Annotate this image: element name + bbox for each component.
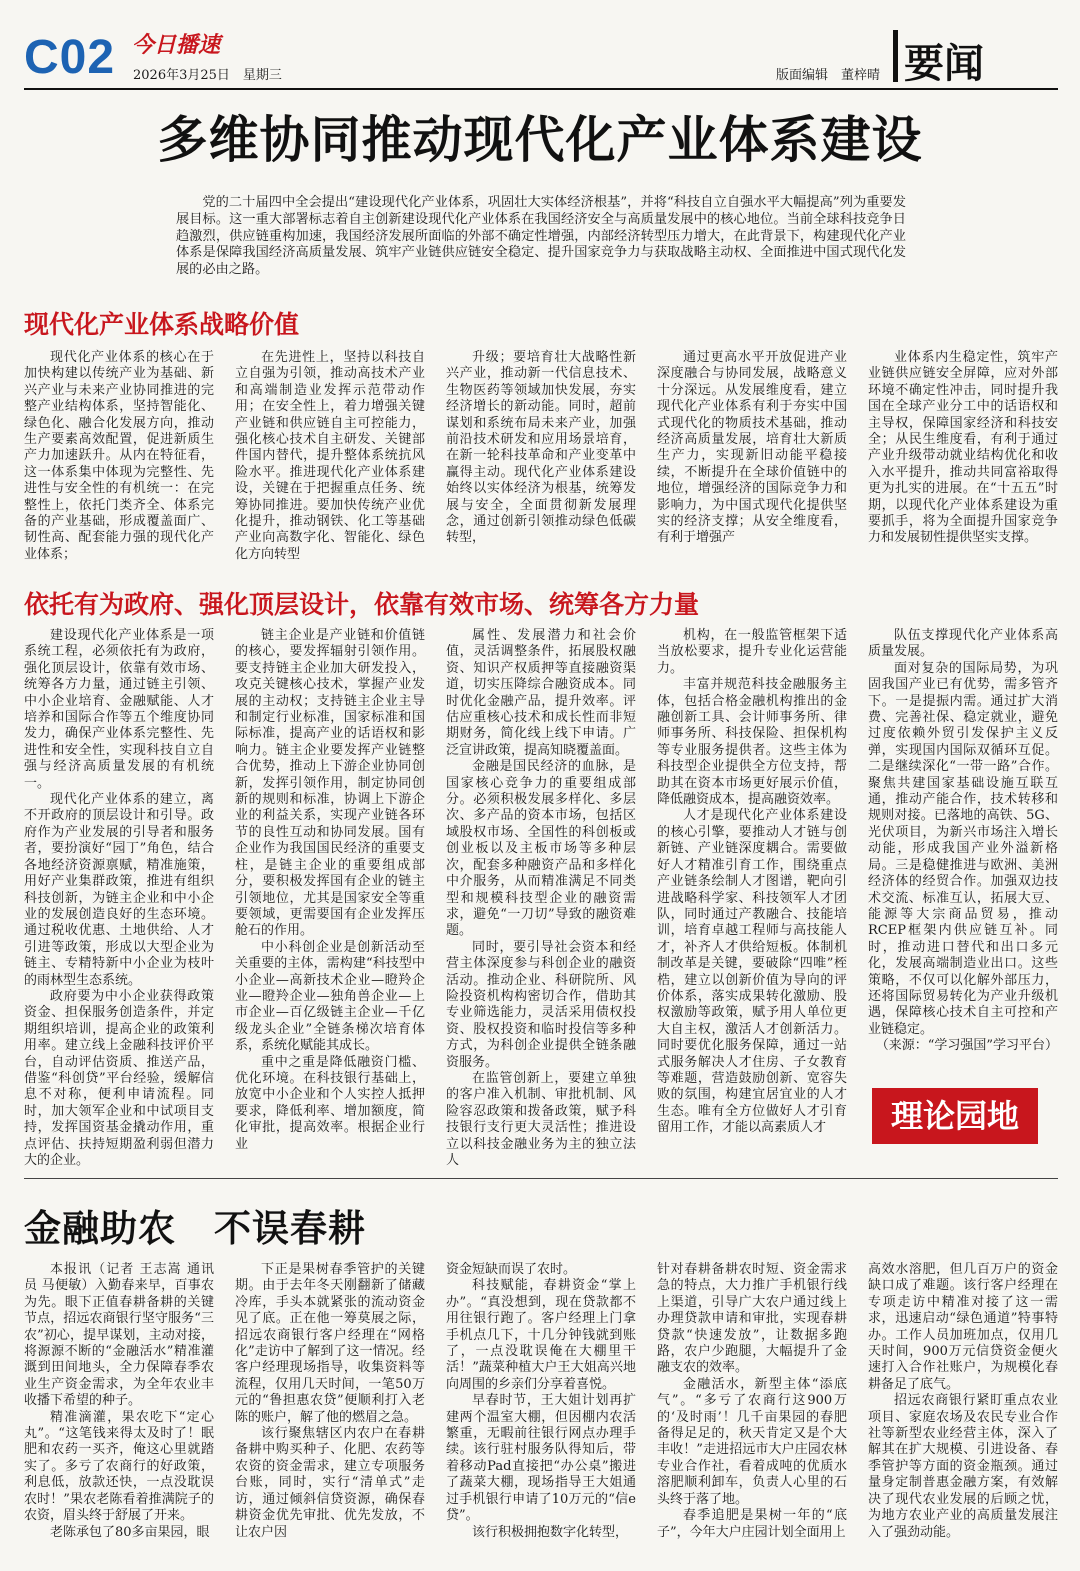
paragraph: 中小科创企业是创新活动至关重要的主体，需构建“科技型中小企业—高新技术企业—瞪羚企业—瞪羚企业—独角兽企业—上市企业—百亿级链主企业—千亿级龙头企业”全链条梯次培育体系，系统化赋能其成长。 [235, 939, 425, 1054]
paragraph: 金融是国民经济的血脉，是国家核心竞争力的重要组成部分。必须积极发展多样化、多层次、多产品的资本市场，包括区域股权市场、全国性的科创板或创业板以及主板市场等多种层次，配套多种融资产品和多样化中介服务，从而精准满足不同类型和规模科技型企业的融资需求，避免“一刀切”导致的融资难题。 [446, 759, 636, 939]
section1-column [868, 350, 1058, 555]
page-editor: 版面编辑 董梓晴 [776, 68, 881, 83]
section2-column [235, 628, 425, 1152]
paragraph: 现代化产业体系的核心在于加快构建以传统产业为基础、新兴产业与未来产业协同推进的完整产业结构体系，坚持智能化、绿色化、融合化发展方向，推动生产要素高效配置，促进新质生产力加速跃升。从内在特征看，这一体系集中体现为完整性、先进性与安全性的有机统一：在完整性上，依托门类齐全、体系完备的产业基础，形成覆盖面广、韧性高、配套能力强的现代化产业体系； [24, 350, 214, 562]
paper-logo: 今日播速 [132, 32, 221, 58]
article-source: （来源：“学习强国”学习平台） [875, 1038, 1058, 1054]
paragraph: 重中之重是降低融资门槛、优化环境。在科技银行基础上，放宽中小企业和个人实控人抵押要求，降低利率、增加额度，简化审批，提高效率。根据企业行业 [235, 1054, 425, 1152]
paragraph: 升级；要培育壮大战略性新兴产业，推动新一代信息技术、生物医药等领域加快发展，夯实经济增长的新动能。同时，超前谋划和系统布局未来产业，加强前沿技术研发和应用场景培育，在新一轮科技革命和产业变革中赢得主动。现代化产业体系建设始终以实体经济为根基，统筹发展与安全，全面贯彻新发展理念，通过创新引领推动绿色低碳转型， [446, 350, 636, 546]
header-rule [24, 88, 1058, 90]
paragraph: 下正是果树春季管护的关键期。由于去年冬天刚翻新了储藏冷库，手头本就紧张的流动资金见了底。正在他一筹莫展之际，招远农商银行客户经理在“网格化”走访中了解到了这一情况。经客户经理现场指导，收集资料等流程，仅用几天时间，一笔50万元的“鲁担惠农贷”便顺利打入老陈的账户，解了他的燃眉之急。 [235, 1262, 425, 1425]
paragraph: 属性、发展潜力和社会价值，灵活调整条件，拓展股权融资、知识产权质押等直接融资渠道，切实压降综合融资成本。同时优化金融产品，提升效率。评估应重核心技术和成长性而非短期财务，简化线上线下申请。广泛宣讲政策，提高知晓覆盖面。 [446, 628, 636, 758]
paragraph: 机构，在一般监管框架下适当放松要求，提升专业化运营能力。 [657, 628, 847, 676]
section2-column [868, 628, 1058, 1054]
paragraph: 老陈承包了80多亩果园，眼 [50, 1524, 210, 1540]
paragraph: 业体系内生稳定性，筑牢产业链供应链安全屏障，应对外部环境不确定性冲击，同时提升我国在全球产业分工中的话语权和主导权，保障国家经济和科技安全；从民生维度看，有利于通过产业升级带动就业结构优化和收入水平提升，推动共同富裕取得更为扎实的进展。在“十五五”时期，以现代化产业体系建设为重要抓手，将为全面提升国家竞争力和发展韧性提供坚实支撑。 [868, 350, 1058, 546]
section1-column [24, 350, 214, 562]
paragraph: 精准滴灌，果农吃下“定心丸”。“这笔钱来得太及时了！眠肥和农药一买齐，俺这心里就踏实了。多亏了农商行的好政策，利息低，放款还快，一点没耽误农时！”果农老陈看着推满院子的农资，眉头终于舒展了开来。 [24, 1409, 214, 1524]
paragraph: 招远农商银行紧盯重点农业项目、家庭农场及农民专业合作社等新型农业经营主体，深入了解其在扩大规模、引进设备、春季管护等方面的资金瓶颈。通过量身定制普惠金融方案，有效解决了现代农业发展的后顾之忧，为地方农业产业的高质量发展注入了强劲动能。 [868, 1393, 1058, 1540]
paragraph: 同时，要引导社会资本和经营主体深度参与科创企业的融资活动。推动企业、科研院所、风险投资机构构密切合作，借助其专业筛选能力，灵活采用债权投资、股权投资和临时投信等多种方式，为科创企业提供全链条融资服务。 [446, 939, 636, 1070]
paragraph: 该行聚焦辖区内农户在春耕备耕中购买种子、化肥、农药等农资的资金需求，建立专项服务台账，同时，实行“清单式”走访，通过倾斜信贷资源，确保春耕资金优先审批、优先发放，不让农户因 [235, 1426, 425, 1540]
paragraph: 春季追肥是果树一年的“底子”，今年大户庄园计划全面用上 [657, 1508, 847, 1540]
paragraph: 队伍支撑现代化产业体系高质量发展。 [868, 628, 1058, 660]
section2-column [446, 628, 636, 1168]
section2-column [657, 628, 847, 1148]
article-divider [24, 1178, 1058, 1179]
section2-column [24, 628, 214, 1168]
subheading-government-market: 依托有为政府、强化顶层设计，依靠有效市场、统筹各方力量 [24, 590, 700, 619]
section-title: 要闻 [904, 41, 984, 87]
paragraph: 针对春耕备耕农时短、资金需求急的特点，大力推广手机银行线上渠道，引导广大农户通过线上办理贷款申请和审批，实现春耕贷款“快速发放”，让数据多跑路，农户少跑腿，大幅提升了金融支农的效率。 [657, 1262, 847, 1376]
masthead [0, 0, 1080, 92]
section-divider [893, 30, 898, 82]
section2-columns [24, 628, 1058, 1168]
article2-column [24, 1262, 214, 1562]
paragraph: 早春时节，王大姐计划再扩建两个温室大棚，但因棚内农活繁重，无暇前往银行网点办理手续。该行驻村服务队得知后，带着移动Pad直接把“办公桌”搬进了蔬菜大棚，现场指导王大姐通过手机银行申请了10万元的“信e贷”。 [446, 1393, 636, 1524]
paragraph: 高效水溶肥，但几百万户的资金缺口成了难题。该行客户经理在专项走访中精准对接了这一需求，迅速启动“绿色通道”特事特办。工作人员加班加点，仅用几天时间，900万元信贷资金便火速打入合作社账户，为规模化春耕备足了底气。 [868, 1262, 1058, 1392]
section1-columns [24, 350, 1058, 562]
paragraph: 现代化产业体系的建立，离不开政府的顶层设计和引导。政府作为产业发展的引导者和服务者，要扮演好“园丁”角色，结合各地经济资源禀赋，精准施策，用好产业集群政策，推进有组织科技创新，为链主企业和中小企业的发展创造良好的生态环境。通过税收优惠、土地供给、人才引进等政策，形成以大型企业为链主、专精特新中小企业为枝叶的雨林型生态系统。 [24, 792, 214, 988]
section1-column [235, 350, 425, 562]
paragraph: 本报讯（记者 王志嵩 通讯员 马便敏）入勤春来早，百事农为先。眼下正值春耕备耕的关键节点，招远农商银行坚守服务“三农”初心，提早谋划，主动对接，将源源不断的“金融活水”精准灌溉到田间地头，全力保障春季农业生产资金需求，为全年农业丰收播下希望的种子。 [24, 1262, 214, 1409]
paragraph: 通过更高水平开放促进产业深度融合与协同发展，战略意义十分深远。从发展维度看，建立现代化产业体系有利于夯实中国式现代化的物质技术基础，推动经济高质量发展，培育壮大新质生产力，实现新旧动能平稳接续，不断提升在全球价值链中的地位，增强经济的国际竞争力和影响力，为中国式现代化提供坚实的经济支撑；从安全维度看，有利于增强产 [657, 350, 847, 546]
paragraph: 丰富并规范科技金融服务主体，包括合格金融机构推出的金融创新工具、会计师事务所、律师事务所、科技保险、担保机构等专业服务提供者。这些主体为科技型企业提供全方位支持，帮助其在资本市场更好展示价值，降低融资成本，提高融资效率。 [657, 677, 847, 808]
column-badge: 理论园地 [872, 1088, 1038, 1144]
article2-column [446, 1262, 636, 1562]
page-code: C02 [24, 31, 116, 84]
paragraph: 资金短缺而误了农时。 [446, 1262, 577, 1277]
article2-column [657, 1262, 847, 1562]
section1-column [446, 350, 636, 555]
paragraph: 在监管创新上，要建立单独的客户准入机制、审批机制、风险容忍政策和拨备政策，赋予科技银行支行更大灵活性；推进设立以科技金融业务为主的独立法人 [446, 1070, 636, 1168]
paragraph: 链主企业是产业链和价值链的核心，要发挥辐射引领作用。要支持链主企业加大研发投入，攻克关键核心技术，掌握产业发展的主动权；支持链主企业主导和制定行业标准，国家标准和国际标准，提高产业的话语权和影响力。链主企业要发挥产业链整合优势，推动上下游企业协同创新，发挥引领作用，制定协同创新的规则和标准，协调上下游企业的利益关系，实现产业链各环节的良性互动和协同发展。国有企业作为我国国民经济的重要支柱，是链主企业的重要组成部分，要积极发挥国有企业的链主引领地位，尤其是国家安全等重要领域，更需要国有企业发挥压舱石的作用。 [235, 628, 425, 939]
paragraph: 面对复杂的国际局势，为巩固我国产业已有优势，需多管齐下。一是提振内需。通过扩大消费、完善社保、稳定就业，避免过度依赖外贸引发保护主义反弹，实现国内国际双循环互促。二是继续深化“一带一路”合作。聚焦共建国家基础设施互联互通，推动产能合作，技术转移和规则对接。已落地的高铁、5G、光伏项目，为新兴市场注入增长动能，形成我国产业外溢新格局。三是稳健推进与欧洲、美洲经济体的经贸合作。加强双边技术交流、标准互认，拓展大豆、能源等大宗商品贸易，推动RCEP框架内供应链互补。同时，推动进口替代和出口多元化，发展高端制造业出口。这些策略，不仅可以化解外部压力，还将国际贸易转化为产业升级机遇，保障核心技术自主可控和产业链稳定。 [868, 660, 1058, 1037]
paragraph: 政府要为中小企业获得政策资金、担保服务创造条件，并定期组织培训，提高企业的政策利用率。建立线上金融科技评价平台，自动评估资质、推送产品，借鉴“科创贷”平台经验，缓解信息不对称，便利申请流程。同时，加大领军企业和中试项目支持，发挥国资基金撬动作用，重点评估、扶持短期盈利弱但潜力大的企业。 [24, 988, 214, 1168]
article2-columns [24, 1262, 1058, 1562]
paragraph: 金融活水，新型主体“添底气”。“多亏了农商行这900万的‘及时雨’！几千亩果园的春肥备得足足的，秋天肯定又是个大丰收！”走进招远市大户庄园农林专业合作社，看着成吨的优质水溶肥顺利卸车，负责人心里的石头终于落了地。 [657, 1376, 847, 1507]
secondary-headline: 金融助农 不误春耕 [24, 1207, 366, 1250]
article2-column [868, 1262, 1058, 1562]
main-headline: 多维协同推动现代化产业体系建设 [157, 111, 923, 169]
paragraph: 该行积极拥抱数字化转型， [472, 1524, 629, 1540]
subheading-strategic-value: 现代化产业体系战略价值 [24, 310, 300, 339]
section1-column [657, 350, 847, 555]
paragraph: 人才是现代化产业体系建设的核心引擎，要推动人才链与创新链、产业链深度耦合。需要做好人才精准引育工作，围绕重点产业链条绘制人才图谱，靶向引进战略科学家、科技领军人才团队，同时通过产教融合、技能培训，培育卓越工程师与高技能人才，补齐人才供给短板。体制机制改革是关键，要破除“四唯”桎梏，建立以创新价值为导向的评价体系，落实成果转化激励、股权激励等政策，赋予用人单位更大自主权，激活人才创新活力。同时要优化服务保障，通过一站式服务解决人才住房、子女教育等难题，营造鼓励创新、宽容失败的氛围，构建宜居宜业的人才生态。唯有全方位做好人才引育留用工作，才能以高素质人才 [657, 808, 847, 1136]
article-intro: 党的二十届四中全会提出“建设现代化产业体系，巩固壮大实体经济根基”，并将“科技自立自强水平大幅提高”列为重要发展目标。这一重大部署标志着自主创新建设现代化产业体系在我国经济安全与高质量发展中的核心地位。当前全球科技竞争日趋激烈，供应链重构加速，我国经济发展所面临的外部不确定性增强，内部经济转型压力增大，在此背景下，构建现代化产业体系是保障我国经济高质量发展、筑牢产业链供应链安全稳定、提升国家竞争力与获取战略主动权、全面推进中国式现代化发展的必由之路。 [176, 195, 906, 278]
article2-column [235, 1262, 425, 1562]
issue-date: 2026年3月25日 星期三 [133, 68, 282, 83]
paragraph: 建设现代化产业体系是一项系统工程，必须依托有为政府，强化顶层设计，依靠有效市场、统筹各方力量，通过链主引领、中小企业培育、金融赋能、人才培养和国际合作等五个维度协同发力，确保产业体系完整性、先进性和安全性，实现科技自立自强与经济高质量发展的有机统一。 [24, 628, 214, 791]
paragraph: 在先进性上，坚持以科技自立自强为引领，推动高技术产业和高端制造业发挥示范带动作用；在安全性上，着力增强关键产业链和供应链自主可控能力，强化核心技术自主研发、关键部件国内替代，提升整体系统抗风险水平。推进现代化产业体系建设，关键在于把握重点任务、统筹协同推进。要加快传统产业优化提升，推动钢铁、化工等基础产业向高数字化、智能化、绿色化方向转型 [235, 350, 425, 562]
paragraph: 科技赋能，春耕资金“掌上办”。“真没想到，现在贷款都不用往银行跑了。客户经理上门拿手机点几下，十几分钟钱就到账了，一点没耽误俺在大棚里干活！”蔬菜种植大户王大姐高兴地向周围的乡亲们分享着喜悦。 [446, 1278, 636, 1392]
